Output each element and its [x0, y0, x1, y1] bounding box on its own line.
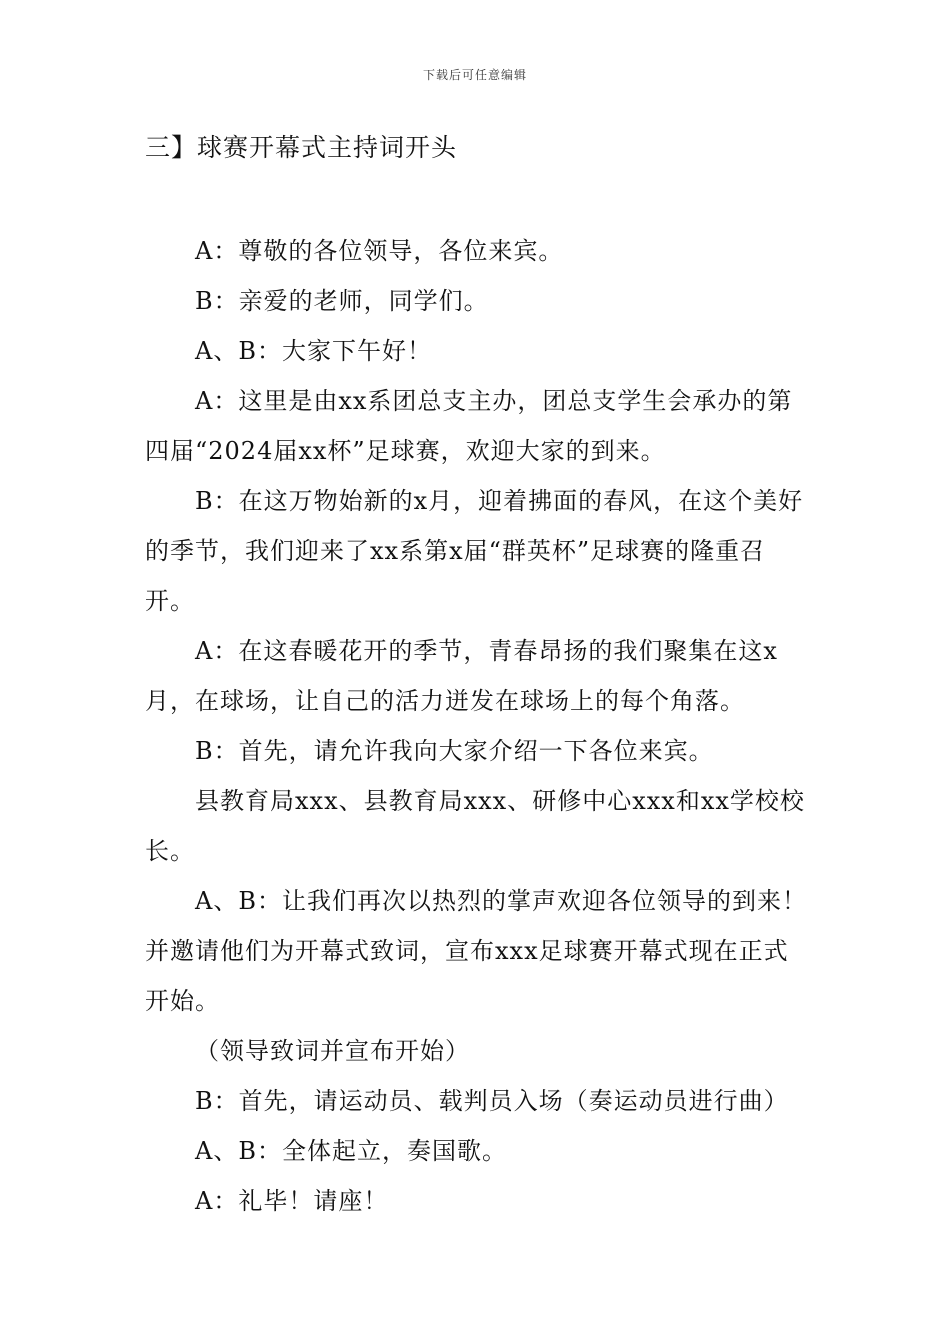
header-note: 下载后可任意编辑 — [422, 68, 527, 82]
paragraph-be-seated: A：礼毕！请座！ — [195, 1187, 389, 1215]
paragraph-athletes-enter: B：首先，请运动员、载判员入场（奏运动员进行曲） — [195, 1087, 789, 1115]
paragraph-welcome-leaders: A、B：让我们再次以热烈的掌声欢迎各位领导的到来！并邀请他们为开幕式致词，宣布xxx足球赛开幕式现在正式开始。 — [145, 887, 807, 1015]
document-title: 三】球赛开幕式主持词开头 — [145, 133, 458, 162]
paragraph-leader-speech-note: （领导致词并宣布开始） — [195, 1037, 470, 1065]
paragraph-guest-intro: B：首先，请允许我向大家介绍一下各位来宾。 — [195, 737, 714, 765]
paragraph-host-intro: A：这里是由xx系团总支主办，团总支学生会承办的第四届“2024届xx杯”足球赛，欢迎大家的到来。 — [145, 387, 793, 465]
document-body — [145, 226, 810, 1226]
paragraph-guest-list: 县教育局xxx、县教育局xxx、研修中心xxx和xx学校校长。 — [145, 787, 805, 865]
paragraph-greeting-leaders: A：尊敬的各位领导，各位来宾。 — [195, 237, 564, 265]
paragraph-spring-opening: B：在这万物始新的x月，迎着拂面的春风，在这个美好的季节，我们迎来了xx系第x届“群英杯”足球赛的隆重召开。 — [145, 487, 804, 615]
paragraph-greeting-teachers: B：亲爱的老师，同学们。 — [195, 287, 489, 315]
paragraph-national-anthem: A、B：全体起立，奏国歌。 — [195, 1137, 507, 1165]
paragraph-greeting-afternoon: A、B：大家下午好！ — [195, 337, 432, 365]
paragraph-youth-gathering: A：在这春暖花开的季节，青春昂扬的我们聚集在这x月，在球场，让自己的活力迸发在球场上的每个角落。 — [145, 637, 778, 715]
